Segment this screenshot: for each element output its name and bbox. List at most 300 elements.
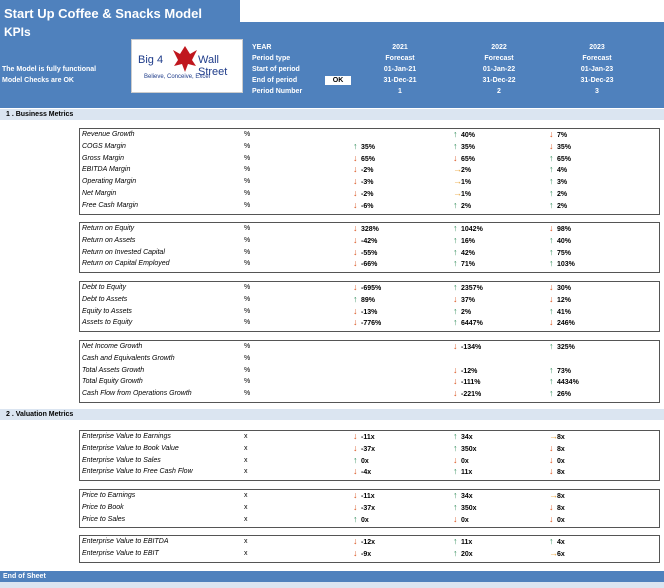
arrow-up-icon: ↑ [549, 188, 554, 198]
value-text: -221% [461, 391, 482, 399]
metric-value-3 [549, 201, 567, 212]
arrow-down-icon: ↓ [353, 223, 358, 233]
metric-value-3 [549, 467, 565, 478]
arrow-up-icon: ↑ [353, 454, 358, 465]
metric-unit: % [244, 236, 251, 244]
metric-label: Return on Equity [82, 225, 135, 232]
metric-value-3 [549, 444, 565, 455]
arrow-down-icon: ↓ [353, 501, 358, 512]
arrow-down-icon: ↓ [453, 376, 458, 387]
metric-value-3 [549, 389, 571, 400]
table-row [80, 341, 659, 353]
metric-label: Price to Earnings [82, 492, 136, 499]
metric-value-1 [353, 503, 375, 514]
value-text: -695% [361, 285, 382, 292]
metric-label: Total Equity Growth [82, 378, 143, 386]
metric-label: Free Cash Margin [82, 201, 139, 209]
arrow-up-icon: ↑ [549, 246, 554, 257]
arrow-down-icon: ↓ [353, 431, 358, 441]
arrow-up-icon: ↑ [453, 442, 458, 453]
metric-value-3 [549, 236, 571, 247]
arrow-down-icon: ↓ [353, 164, 358, 175]
year-1-year: 2021 [392, 44, 408, 51]
table-row [80, 200, 659, 212]
value-text: 65% [361, 155, 376, 163]
arrow-down-icon: ↓ [453, 364, 458, 375]
metric-value-1 [353, 142, 375, 153]
metric-value-2 [453, 248, 475, 259]
value-text: 41% [557, 308, 572, 316]
metric-value-3 [549, 318, 575, 329]
arrow-down-icon: ↓ [453, 341, 458, 351]
header-top-white [240, 0, 664, 22]
arrow-up-icon: ↑ [353, 140, 358, 151]
metric-unit: x [244, 538, 248, 545]
arrow-up-icon: ↑ [549, 234, 554, 245]
metric-value-3 [549, 295, 571, 306]
metric-unit: % [244, 307, 251, 315]
section-business-metrics: 1 . Business Metrics [0, 109, 664, 120]
arrow-down-icon: ↓ [453, 293, 458, 304]
metric-unit: % [244, 201, 251, 209]
metric-value-2 [453, 259, 475, 270]
metric-value-1 [353, 537, 375, 548]
value-text: 2% [557, 202, 568, 210]
metric-value-3 [549, 491, 565, 502]
year-1-end: 31-Dec-21 [383, 77, 417, 84]
value-text: 2357% [461, 285, 483, 292]
table-row [80, 223, 659, 235]
arrow-up-icon: ↑ [549, 152, 554, 163]
value-text: -4x [361, 469, 372, 477]
label-year: YEAR [252, 44, 272, 51]
metric-label: Gross Margin [82, 154, 125, 162]
value-text: 350x [461, 445, 477, 453]
value-text: 3% [557, 179, 568, 187]
metric-value-3 [549, 342, 575, 353]
value-text: -37x [361, 445, 376, 453]
value-text: 89% [361, 296, 376, 304]
value-text: -2% [361, 191, 374, 198]
arrow-down-icon: ↓ [353, 466, 358, 477]
table-row [80, 365, 659, 377]
value-text: 0x [557, 457, 565, 465]
value-text: 73% [557, 367, 572, 375]
arrow-right-icon: → [453, 164, 462, 175]
metric-unit: % [244, 354, 251, 362]
metric-value-3 [549, 177, 567, 188]
metric-value-3 [549, 537, 565, 548]
metric-label: Net Income Growth [82, 343, 143, 350]
metric-value-2 [453, 537, 472, 548]
metric-label: Net Margin [82, 190, 117, 197]
metric-label: Enterprise Value to Book Value [82, 444, 179, 452]
arrow-up-icon: ↑ [453, 466, 458, 477]
value-text: 7% [557, 132, 568, 139]
metric-unit: % [244, 142, 251, 150]
metric-value-1 [353, 307, 377, 318]
end-of-sheet-bar: End of Sheet [0, 571, 664, 582]
arrow-up-icon: ↑ [453, 140, 458, 151]
value-text: 65% [461, 155, 476, 163]
arrow-down-icon: ↓ [353, 246, 358, 257]
value-text: 8x [557, 445, 565, 453]
arrow-up-icon: ↑ [353, 513, 358, 524]
metric-value-3 [549, 130, 567, 141]
metric-value-1 [353, 515, 369, 526]
section-valuation-metrics: 2 . Valuation Metrics [0, 409, 664, 420]
arrow-up-icon: ↑ [453, 490, 458, 500]
metric-value-1 [353, 295, 375, 306]
arrow-up-icon: ↑ [549, 536, 554, 546]
value-text: 8x [557, 434, 565, 441]
arrow-down-icon: ↓ [353, 305, 358, 316]
value-text: -776% [361, 320, 382, 328]
metric-unit: % [244, 378, 251, 386]
value-text: 20x [461, 550, 473, 558]
metric-value-1 [353, 549, 371, 560]
arrow-down-icon: ↓ [353, 490, 358, 500]
arrow-up-icon: ↑ [549, 364, 554, 375]
metric-label: Equity to Assets [82, 307, 132, 315]
metric-value-2 [453, 201, 471, 212]
arrow-down-icon: ↓ [549, 223, 554, 233]
metric-value-2 [453, 549, 473, 560]
metric-value-1 [353, 224, 379, 235]
metric-label: Price to Sales [82, 515, 126, 523]
metric-group [79, 489, 660, 528]
value-text: 0x [557, 516, 565, 524]
arrow-down-icon: ↓ [549, 293, 554, 304]
metric-value-2 [453, 189, 471, 200]
company-logo [131, 39, 243, 93]
value-text: 4% [557, 167, 568, 175]
metric-unit: % [244, 178, 251, 186]
value-text: -134% [461, 344, 482, 351]
metric-unit: x [244, 433, 248, 440]
arrow-down-icon: ↓ [549, 513, 554, 524]
arrow-down-icon: ↓ [549, 282, 554, 292]
arrow-right-icon: → [549, 431, 558, 441]
arrow-up-icon: ↑ [453, 501, 458, 512]
table-row [80, 536, 659, 548]
value-text: 6447% [461, 320, 483, 328]
table-row [80, 490, 659, 502]
metric-value-2 [453, 377, 480, 388]
metric-value-3 [549, 503, 565, 514]
metric-label: Operating Margin [82, 178, 137, 186]
metric-label: Debt to Equity [82, 284, 126, 291]
value-text: -6% [361, 202, 374, 210]
metric-unit: % [244, 319, 251, 327]
model-checks-note: Model Checks are OK [2, 77, 74, 84]
year-2-end: 31-Dec-22 [482, 77, 516, 84]
metric-value-1 [353, 283, 381, 294]
metric-unit: % [244, 154, 251, 162]
arrow-down-icon: ↓ [549, 501, 554, 512]
arrow-down-icon: ↓ [353, 176, 358, 187]
metric-unit: % [244, 166, 251, 174]
year-3-start: 01-Jan-23 [580, 66, 614, 73]
label-period-number: Period Number [252, 88, 303, 95]
table-row [80, 247, 659, 259]
metric-label: Total Assets Growth [82, 366, 145, 374]
metric-group [79, 222, 660, 273]
metric-label: Return on Invested Capital [82, 248, 165, 256]
metric-unit: x [244, 503, 248, 511]
arrow-down-icon: ↓ [549, 454, 554, 465]
value-text: -12% [461, 367, 478, 375]
arrow-up-icon: ↑ [453, 223, 458, 233]
metric-value-1 [353, 432, 375, 443]
metric-value-3 [549, 259, 575, 270]
metric-unit: % [244, 295, 251, 303]
arrow-up-icon: ↑ [549, 305, 554, 316]
year-3-num: 3 [595, 88, 599, 95]
model-status-note: The Model is fully functional [2, 66, 97, 73]
table-row [80, 455, 659, 467]
metric-value-1 [353, 236, 377, 247]
metric-unit: x [244, 549, 248, 557]
logo-tagline: Believe, Conceive, Excel [144, 74, 211, 80]
arrow-down-icon: ↓ [549, 466, 554, 477]
table-row [80, 176, 659, 188]
value-text: 2% [557, 191, 568, 198]
metric-group [79, 340, 660, 403]
arrow-up-icon: ↑ [453, 536, 458, 546]
value-text: 71% [461, 261, 476, 269]
metric-unit: x [244, 444, 248, 452]
value-text: 8x [557, 469, 565, 477]
table-row [80, 188, 659, 200]
metric-group [79, 128, 660, 215]
table-row [80, 548, 659, 560]
value-text: -11x [361, 493, 375, 500]
table-row [80, 294, 659, 306]
metric-value-3 [549, 165, 567, 176]
table-row [80, 388, 659, 400]
arrow-up-icon: ↑ [549, 176, 554, 187]
value-text: 0x [461, 457, 469, 465]
arrow-down-icon: ↓ [353, 234, 358, 245]
metric-label: Debt to Assets [82, 295, 128, 303]
metric-value-2 [453, 515, 469, 526]
arrow-down-icon: ↓ [549, 140, 554, 151]
arrow-up-icon: ↑ [453, 129, 458, 139]
metric-value-2 [453, 366, 477, 377]
value-text: -9x [361, 550, 372, 558]
value-text: -3% [361, 179, 374, 187]
value-text: 350x [461, 504, 477, 512]
table-row [80, 235, 659, 247]
metric-label: Assets to Equity [82, 319, 133, 327]
checks-ok-badge: OK [325, 76, 351, 85]
metric-value-2 [453, 130, 475, 141]
value-text: 328% [361, 226, 379, 233]
value-text: 0x [461, 516, 469, 524]
metric-label: Enterprise Value to EBITDA [82, 538, 169, 545]
value-text: 2% [461, 167, 472, 175]
table-row [80, 443, 659, 455]
bottom-strip [0, 582, 664, 588]
year-2-year: 2022 [491, 44, 507, 51]
arrow-down-icon: ↓ [353, 282, 358, 292]
year-3-type: Forecast [582, 55, 612, 62]
year-2-start: 01-Jan-22 [482, 66, 516, 73]
arrow-down-icon: ↓ [453, 454, 458, 465]
metric-value-2 [453, 342, 481, 353]
metric-group [79, 281, 660, 332]
arrow-up-icon: ↑ [453, 282, 458, 292]
value-text: -2% [361, 167, 374, 175]
arrow-right-icon: → [453, 176, 462, 187]
table-row [80, 282, 659, 294]
metric-value-2 [453, 456, 469, 467]
value-text: 35% [361, 143, 376, 151]
eagle-icon [172, 44, 198, 74]
metric-unit: % [244, 225, 251, 232]
table-row [80, 502, 659, 514]
value-text: -11x [361, 434, 375, 441]
arrow-up-icon: ↑ [353, 293, 358, 304]
label-period-type: Period type [252, 55, 291, 62]
metric-unit: % [244, 260, 251, 268]
arrow-right-icon: → [453, 188, 462, 198]
value-text: -13% [361, 308, 378, 316]
metric-label: Cash and Equivalents Growth [82, 354, 175, 362]
arrow-up-icon: ↑ [453, 258, 458, 269]
metric-value-1 [353, 189, 373, 200]
arrow-down-icon: ↓ [353, 188, 358, 198]
arrow-up-icon: ↑ [453, 317, 458, 328]
table-row [80, 353, 659, 365]
metric-value-1 [353, 467, 371, 478]
arrow-up-icon: ↑ [549, 258, 554, 269]
arrow-up-icon: ↑ [453, 246, 458, 257]
metric-label: EBITDA Margin [82, 166, 131, 174]
value-text: 12% [557, 296, 572, 304]
year-1-num: 1 [398, 88, 402, 95]
metric-value-2 [453, 165, 471, 176]
logo-text-right: Wall Street [198, 54, 228, 78]
metric-value-3 [549, 515, 565, 526]
year-2-type: Forecast [484, 55, 514, 62]
metric-value-2 [453, 467, 472, 478]
arrow-up-icon: ↑ [453, 199, 458, 210]
metric-unit: % [244, 131, 251, 138]
value-text: -37x [361, 504, 376, 512]
metric-unit: x [244, 492, 248, 499]
arrow-down-icon: ↓ [353, 258, 358, 269]
year-1-type: Forecast [385, 55, 415, 62]
value-text: 11x [461, 469, 473, 477]
metric-value-1 [353, 201, 373, 212]
arrow-down-icon: ↓ [549, 129, 554, 139]
metric-value-2 [453, 503, 477, 514]
value-text: 8x [557, 504, 565, 512]
value-text: -66% [361, 261, 378, 269]
metric-unit: % [244, 190, 251, 197]
value-text: 26% [557, 391, 572, 399]
metric-unit: % [244, 343, 251, 350]
value-text: 1% [461, 191, 472, 198]
metric-value-2 [453, 142, 475, 153]
metric-value-1 [353, 248, 377, 259]
metric-unit: x [244, 468, 248, 476]
value-text: -12x [361, 539, 376, 546]
value-text: 35% [461, 143, 476, 151]
page-title: Start Up Coffee & Snacks Model [4, 6, 202, 21]
metric-value-3 [549, 432, 565, 443]
metric-unit: % [244, 366, 251, 374]
metric-value-3 [549, 283, 571, 294]
table-row [80, 306, 659, 318]
label-end-period: End of period [252, 77, 298, 84]
metric-value-3 [549, 189, 567, 200]
metric-unit: % [244, 248, 251, 256]
value-text: 16% [461, 237, 476, 245]
metric-value-1 [353, 318, 381, 329]
value-text: 1042% [461, 226, 483, 233]
table-row [80, 129, 659, 141]
arrow-down-icon: ↓ [453, 152, 458, 163]
metric-value-2 [453, 444, 477, 455]
metric-label: Enterprise Value to EBIT [82, 549, 159, 557]
year-3-end: 31-Dec-23 [580, 77, 614, 84]
metric-value-2 [453, 307, 471, 318]
metric-label: Enterprise Value to Free Cash Flow [82, 468, 193, 476]
arrow-down-icon: ↓ [353, 536, 358, 546]
value-text: 103% [557, 261, 575, 269]
arrow-down-icon: ↓ [353, 199, 358, 210]
arrow-down-icon: ↓ [353, 547, 358, 558]
metric-value-1 [353, 154, 375, 165]
metric-value-2 [453, 154, 475, 165]
metric-label: Enterprise Value to Earnings [82, 433, 171, 440]
arrow-up-icon: ↑ [549, 341, 554, 351]
arrow-down-icon: ↓ [453, 388, 458, 399]
arrow-up-icon: ↑ [549, 376, 554, 387]
year-2-num: 2 [497, 88, 501, 95]
year-1-start: 01-Jan-21 [383, 66, 417, 73]
metric-value-3 [549, 377, 579, 388]
metric-value-3 [549, 248, 571, 259]
value-text: 4434% [557, 379, 579, 387]
arrow-down-icon: ↓ [353, 317, 358, 328]
year-3-year: 2023 [589, 44, 605, 51]
value-text: 8x [557, 493, 565, 500]
value-text: 40% [557, 237, 572, 245]
metric-value-3 [549, 456, 565, 467]
value-text: -111% [461, 379, 481, 387]
table-row [80, 141, 659, 153]
arrow-down-icon: ↓ [353, 152, 358, 163]
label-start-period: Start of period [252, 66, 300, 73]
value-text: 30% [557, 285, 572, 292]
arrow-up-icon: ↑ [453, 305, 458, 316]
value-text: 40% [461, 132, 476, 139]
table-row [80, 466, 659, 478]
value-text: 325% [557, 344, 575, 351]
metric-value-1 [353, 165, 373, 176]
metric-value-3 [549, 366, 571, 377]
metric-group [79, 535, 660, 563]
value-text: 34x [461, 434, 473, 441]
metric-label: Enterprise Value to Sales [82, 456, 161, 464]
value-text: 1% [461, 179, 472, 187]
value-text: 35% [557, 143, 572, 151]
metric-value-1 [353, 444, 375, 455]
